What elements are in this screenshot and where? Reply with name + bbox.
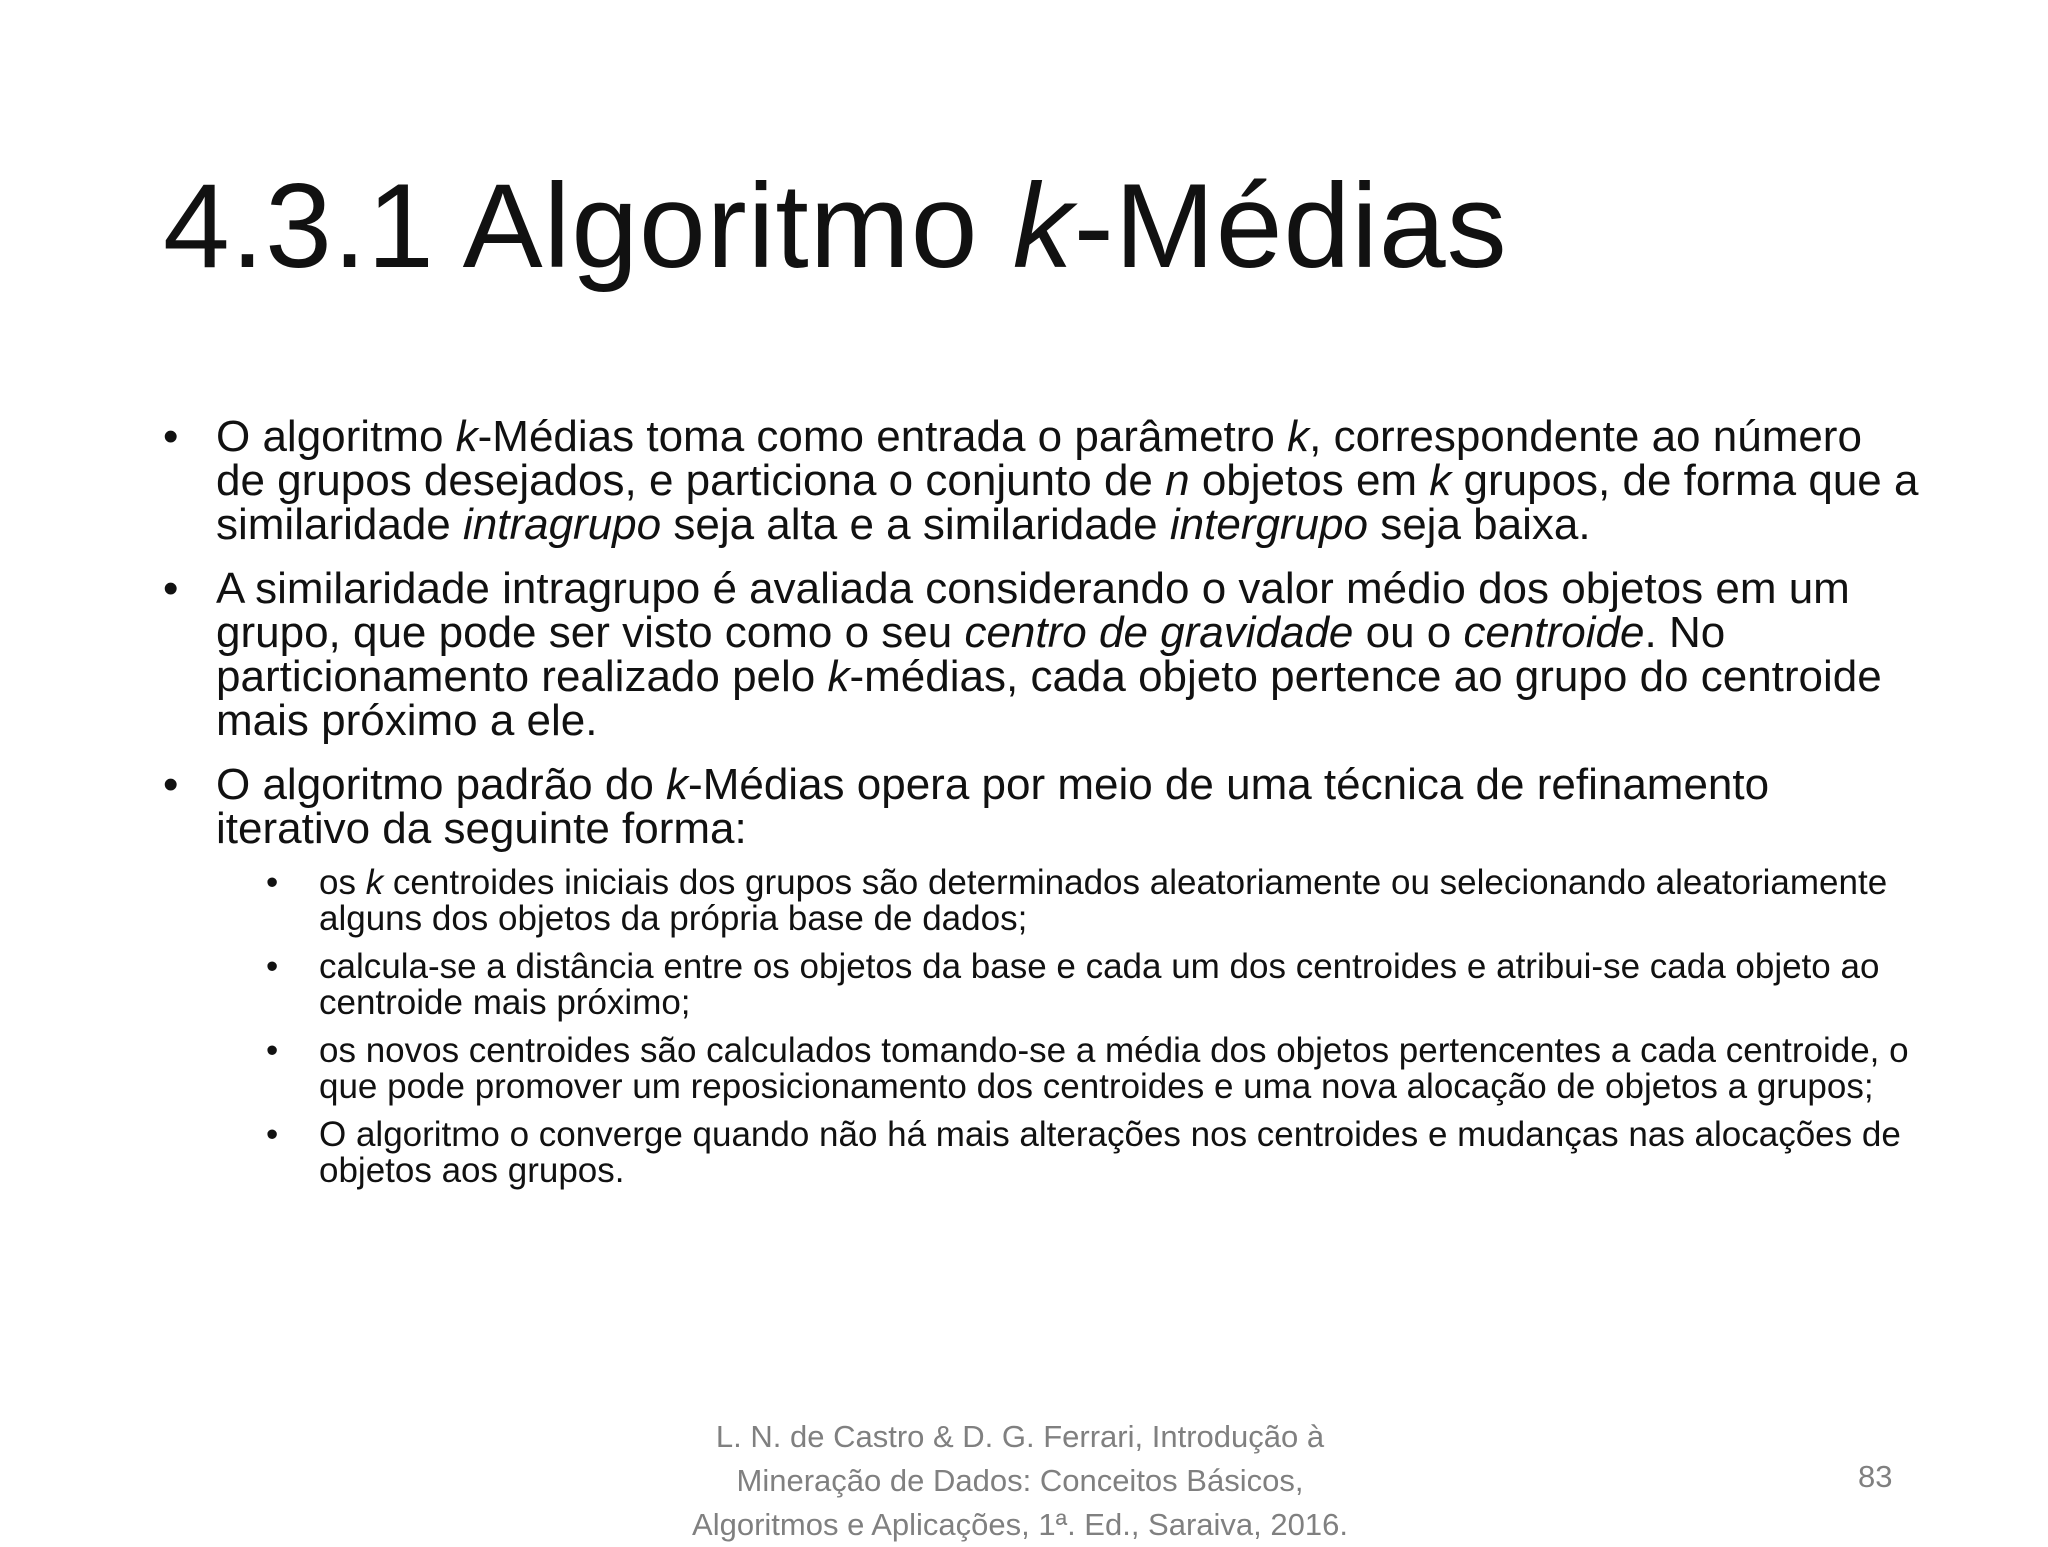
bullet-item [163,760,1923,1190]
sub-bullet-list [216,865,1923,1189]
sub-bullet-text [319,863,1887,938]
text-run: centroides iniciais dos grupos são determinados aleatoriamente ou selecionando aleatoriamente alguns dos objetos da própria base de dados; [319,863,1888,938]
text-run: os novos centroides são calculados tomando-se a média dos objetos pertencentes a cada centroide, o que pode promover um reposicionamento dos centroides e uma nova alocação de objetos a grupos; [319,1031,1909,1106]
text-run: -Médias opera por meio de uma técnica de refinamento iterativo da seguinte forma: [216,760,1770,853]
title-k: k [1012,159,1074,293]
italic-text: k [365,863,384,902]
text-run: , correspondente ao número de grupos desejados, e particiona o conjunto de [216,412,1862,505]
page-number: 83 [1858,1459,1893,1494]
bullet-list [163,412,1923,1209]
italic-text: intragrupo [462,500,662,549]
sub-bullet-item [216,1033,1923,1105]
bullet-icon: • [266,1115,279,1154]
bullet-icon: • [163,564,179,613]
sub-bullet-item [216,865,1923,937]
italic-text: k [666,760,689,809]
italic-text: n [1165,456,1190,505]
bullet-item [163,412,1923,549]
title-prefix: 4.3.1 Algoritmo [163,159,1013,293]
italic-text: k [455,412,478,461]
text-run: seja baixa. [1367,500,1591,549]
text-run: . No particionamento realizado pelo [216,608,1726,701]
citation-line: L. N. de Castro & D. G. Ferrari, Introdução à [715,1419,1325,1454]
text-run: O algoritmo o converge quando não há mais alterações nos centroides e mudanças nas alocações de objetos aos grupos. [319,1115,1901,1190]
bullet-icon: • [266,947,279,986]
italic-text: k [827,652,850,701]
bullet-icon: • [266,1031,279,1070]
sub-bullet-item [216,1117,1923,1189]
title-suffix: -Médias [1073,159,1508,293]
text-run: O algoritmo [216,412,456,461]
sub-bullet-text [319,1115,1901,1190]
bullet-icon: • [163,760,179,809]
citation-line: Algoritmos e Aplicações, 1ª. Ed., Saraiva, 2016. [692,1507,1348,1542]
bullet-icon: • [163,412,179,461]
text-run: O algoritmo padrão do [216,760,667,809]
bullet-text [216,760,1769,853]
text-run: calcula-se a distância entre os objetos da base e cada um dos centroides e atribui-se cada objeto ao centroide mais próximo; [319,947,1880,1022]
slide-title [163,160,1508,292]
text-run: seja alta e a similaridade [661,500,1170,549]
text-run: -Médias toma como entrada o parâmetro [477,412,1288,461]
italic-text: centro de gravidade [964,608,1354,657]
italic-text: centroide [1463,608,1645,657]
text-run: -médias, cada objeto pertence ao grupo do centroide mais próximo a ele. [216,652,1882,745]
sub-bullet-text [319,1031,1909,1106]
footer-citation [690,1415,1350,1547]
sub-bullet-item [216,949,1923,1021]
text-run: os [319,863,366,902]
italic-text: k [1429,456,1452,505]
text-run: objetos em [1189,456,1430,505]
text-run: ou o [1353,608,1464,657]
bullet-text [216,412,1918,549]
sub-bullet-text [319,947,1879,1022]
text-run: grupos, de forma que a similaridade [216,456,1919,549]
text-run: A similaridade intragrupo é avaliada considerando o valor médio dos objetos em um grupo, que pode ser visto como o seu [216,564,1850,657]
bullet-icon: • [266,863,279,902]
italic-text: k [1287,412,1310,461]
citation-line: Mineração de Dados: Conceitos Básicos, [736,1463,1304,1498]
bullet-text [216,564,1882,745]
italic-text: intergrupo [1169,500,1368,549]
bullet-item [163,564,1923,745]
